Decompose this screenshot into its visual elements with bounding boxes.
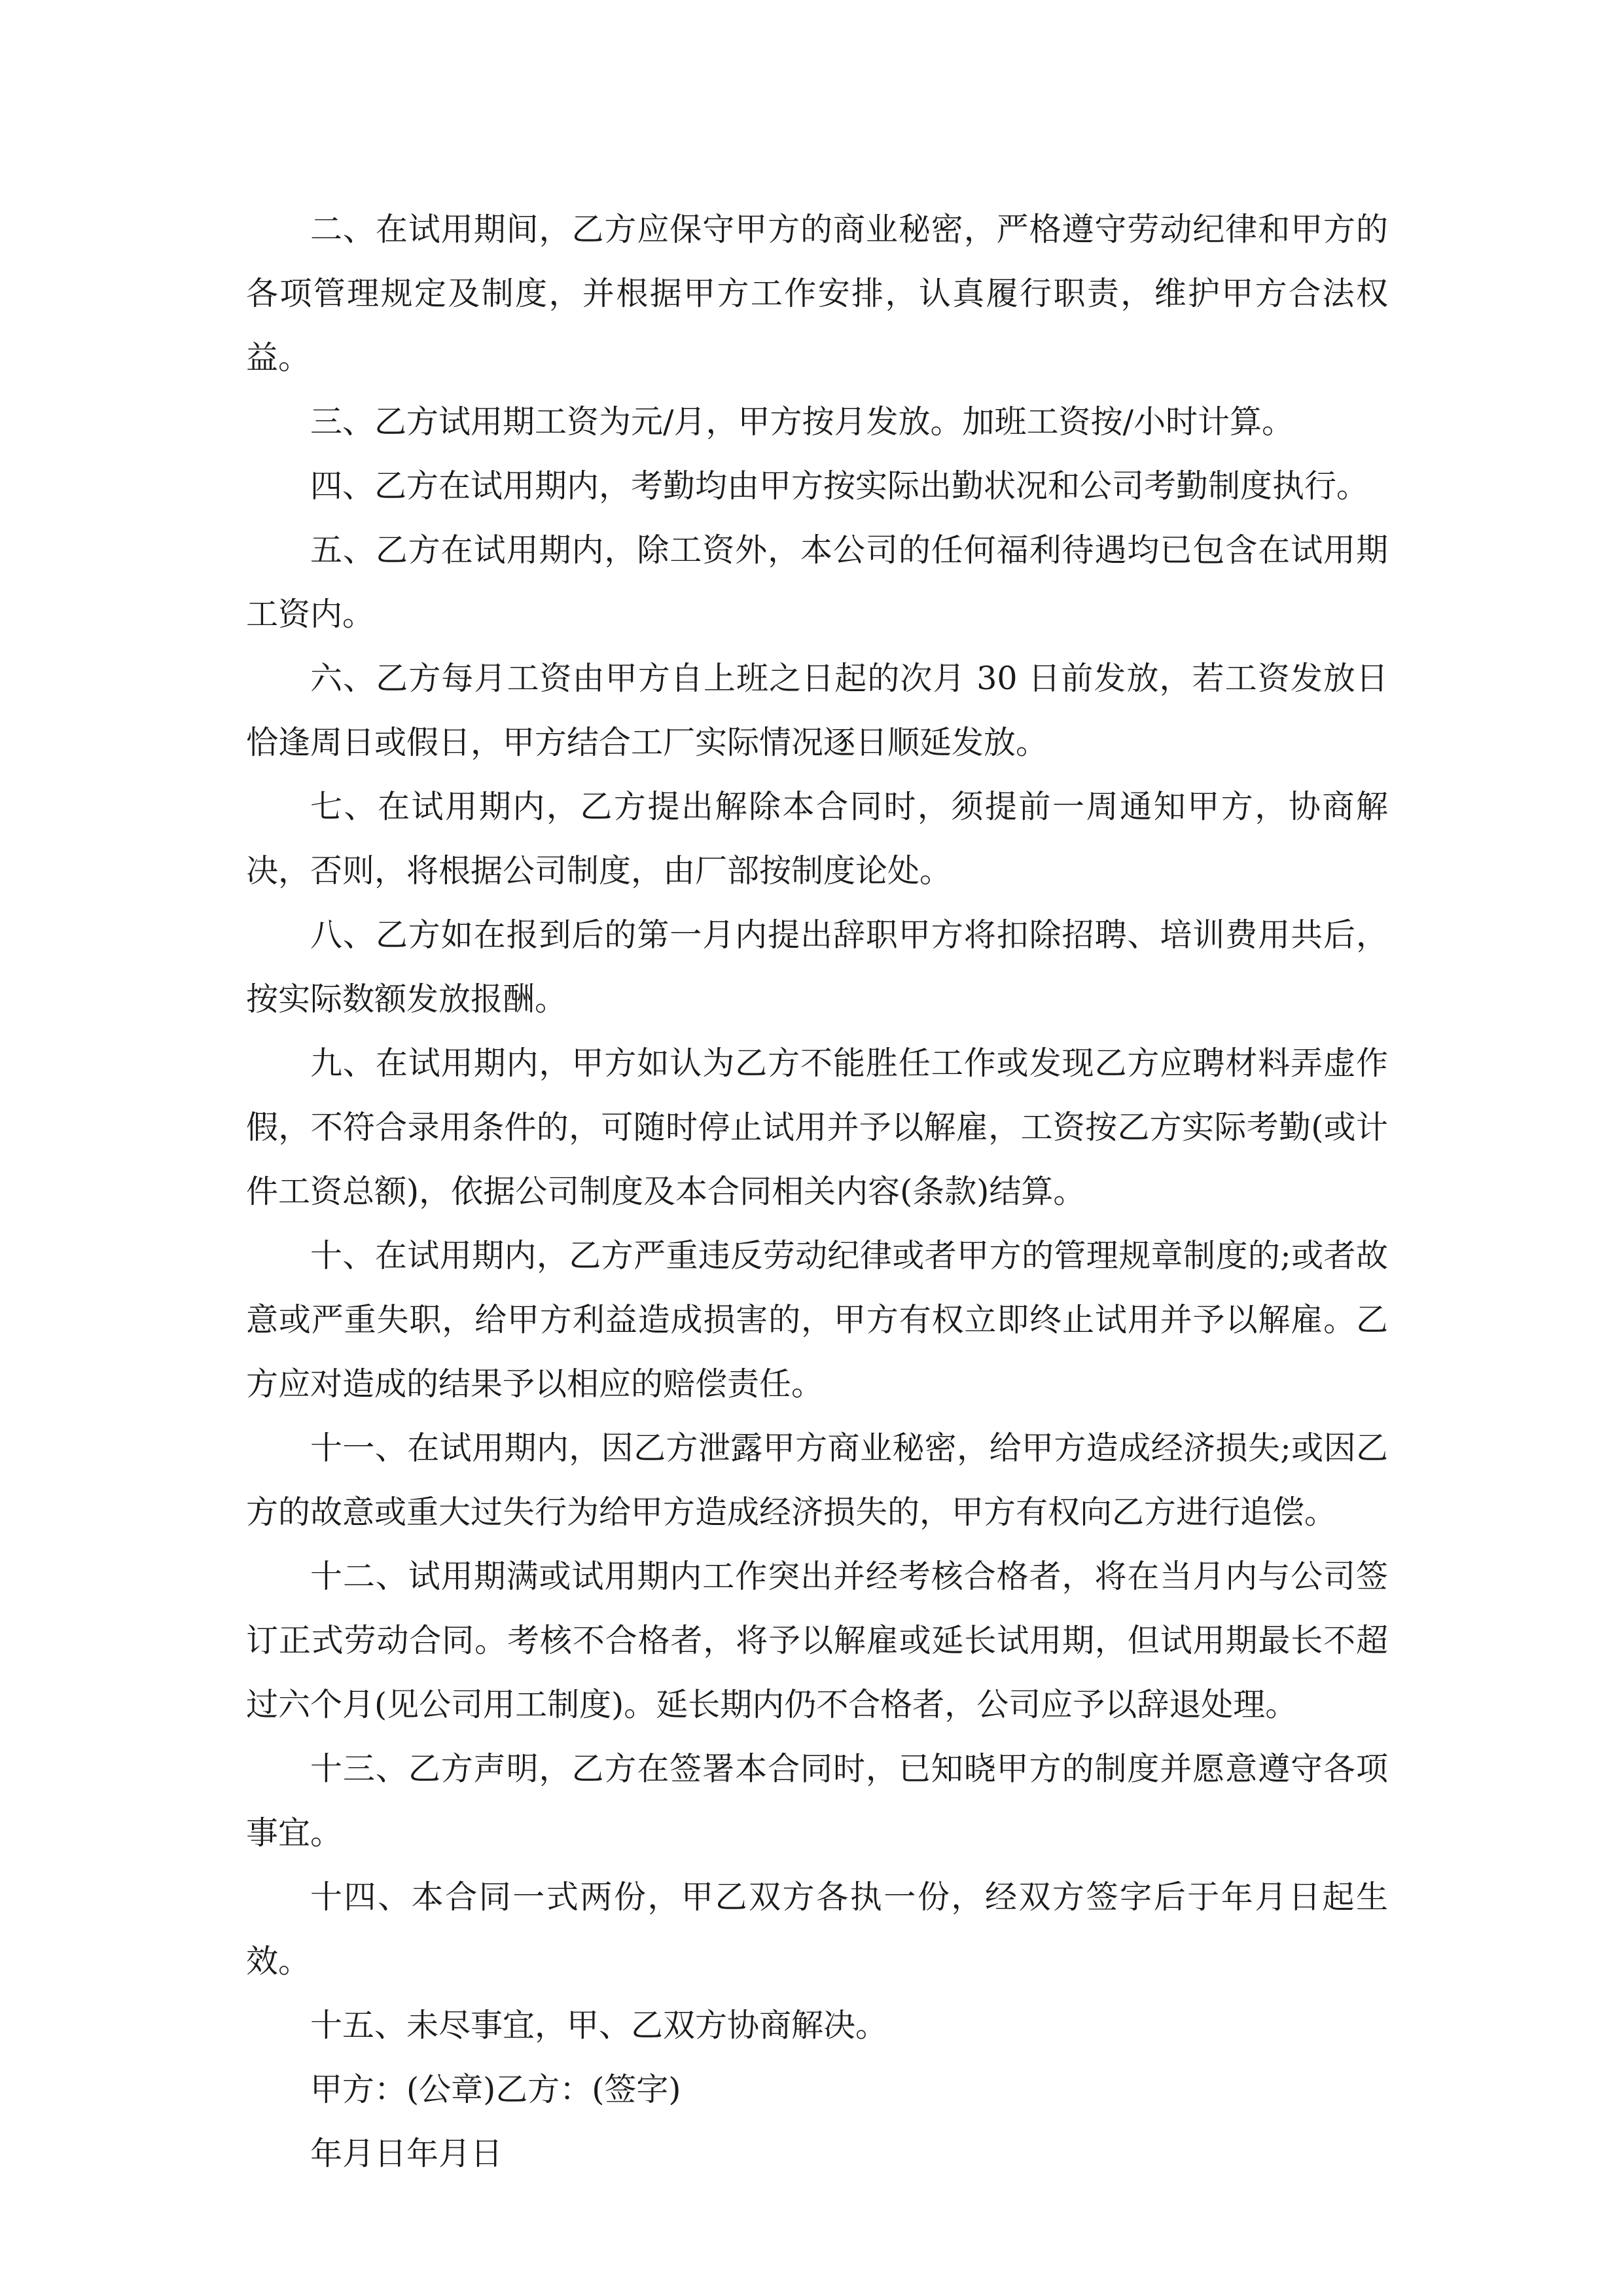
signature-line: 甲方：(公章)乙方：(签字) [310, 2071, 681, 2108]
clause-14: 十四、本合同一式两份，甲乙双方各执一份，经双方签字后于年月日起生效。 [246, 1878, 1388, 1980]
clause-15: 十五、未尽事宜，甲、乙双方协商解决。 [310, 2007, 888, 2044]
clause-8: 八、乙方如在报到后的第一月内提出辞职甲方将扣除招聘、培训费用共后，按实际数额发放报酬。 [246, 916, 1388, 1018]
clause-12: 十二、试用期满或试用期内工作突出并经考核合格者，将在当月内与公司签订正式劳动合同。考核不合格者，将予以解雇或延长试用期，但试用期最长不超过六个月(见公司用工制度)。延长期内仍不合格者，公司应予以辞退处理。 [246, 1558, 1388, 1723]
document-body [246, 198, 1388, 2186]
clause-9: 九、在试用期内，甲方如认为乙方不能胜任工作或发现乙方应聘材料弄虚作假，不符合录用条件的，可随时停止试用并予以解雇，工资按乙方实际考勤(或计件工资总额)，依据公司制度及本合同相关内容(条款)结算。 [246, 1045, 1388, 1210]
clause-11: 十一、在试用期内，因乙方泄露甲方商业秘密，给甲方造成经济损失;或因乙方的故意或重大过失行为给甲方造成经济损失的，甲方有权向乙方进行追偿。 [246, 1429, 1388, 1531]
clause-3: 三、乙方试用期工资为元/月，甲方按月发放。加班工资按/小时计算。 [310, 403, 1294, 440]
clause-5: 五、乙方在试用期内，除工资外，本公司的任何福利待遇均已包含在试用期工资内。 [246, 531, 1388, 633]
date-line: 年月日年月日 [310, 2135, 503, 2172]
clause-6: 六、乙方每月工资由甲方自上班之日起的次月 30 日前发放，若工资发放日恰逢周日或假日，甲方结合工厂实际情况逐日顺延发放。 [246, 660, 1388, 761]
clause-10: 十、在试用期内，乙方严重违反劳动纪律或者甲方的管理规章制度的;或者故意或严重失职，给甲方利益造成损害的，甲方有权立即终止试用并予以解雇。乙方应对造成的结果予以相应的赔偿责任。 [246, 1237, 1388, 1403]
clause-2: 二、在试用期间，乙方应保守甲方的商业秘密，严格遵守劳动纪律和甲方的各项管理规定及制度，并根据甲方工作安排，认真履行职责，维护甲方合法权益。 [246, 211, 1388, 376]
clause-7: 七、在试用期内，乙方提出解除本合同时，须提前一周通知甲方，协商解决，否则，将根据公司制度，由厂部按制度论处。 [246, 788, 1388, 889]
clause-4: 四、乙方在试用期内，考勤均由甲方按实际出勤状况和公司考勤制度执行。 [310, 467, 1369, 505]
clause-13: 十三、乙方声明，乙方在签署本合同时，已知晓甲方的制度并愿意遵守各项事宜。 [246, 1750, 1388, 1852]
